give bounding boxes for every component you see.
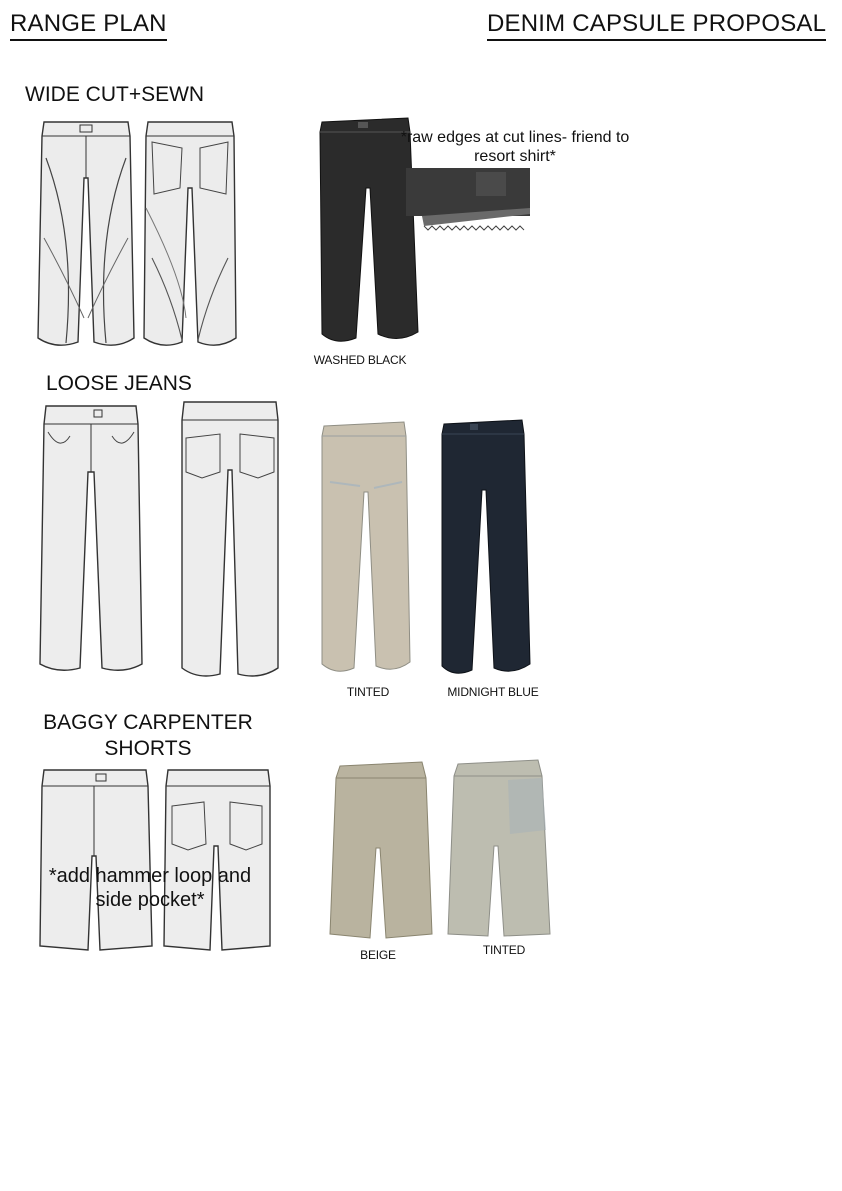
swatch-label-tinted-jeans: TINTED [346,685,390,699]
flat-sketch-wide-front [36,118,136,350]
flat-sketch-shorts-back [164,766,272,952]
swatch-label-tinted-shorts: TINTED [482,943,526,957]
photo-midnight-blue-jeans [440,420,530,680]
swatch-label-washed-black: WASHED BLACK [313,353,407,367]
flat-sketch-shorts-front [40,766,152,952]
flat-sketch-loose-back [180,398,280,680]
photo-tinted-jeans [320,422,410,677]
photo-beige-shorts [330,762,432,940]
page-title-right: DENIM CAPSULE PROPOSAL [487,12,826,41]
flat-sketch-wide-back [142,118,238,350]
page-title-left: RANGE PLAN [10,12,167,41]
swatch-label-midnight-blue: MIDNIGHT BLUE [447,685,539,699]
photo-tinted-shorts [448,760,550,938]
section-title-baggy-carpenter-line1: BAGGY CARPENTER [43,711,253,734]
flat-sketch-loose-front [40,402,142,674]
note-raw-edges: *raw edges at cut lines- friend to resort shirt* [400,129,630,166]
photo-raw-edge-detail [406,168,530,232]
section-title-baggy-carpenter-line2: SHORTS [104,737,192,760]
note-hammer-loop: *add hammer loop and side pocket* [48,865,252,911]
section-title-wide-cut-sewn: WIDE CUT+SEWN [25,83,205,106]
section-title-loose-jeans: LOOSE JEANS [46,372,192,395]
swatch-label-beige: BEIGE [360,948,396,962]
